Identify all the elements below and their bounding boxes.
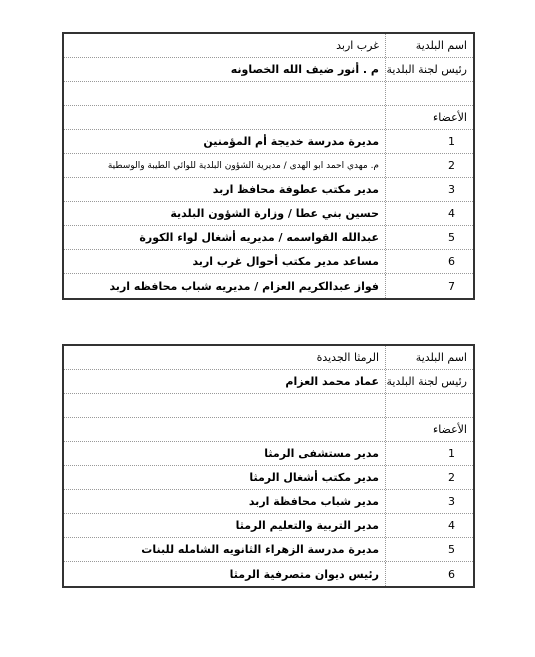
members-header-row (64, 418, 473, 442)
municipality-label: اسم البلدية (385, 346, 473, 369)
member-number: 5 (385, 226, 473, 249)
municipality-name-row (64, 34, 473, 58)
member-name: مدير شباب محافظة اربد (248, 495, 379, 508)
member-name: م. مهدي احمد ابو الهدى / مديرية الشؤون البلدية للوائي الطيبة والوسطية (107, 160, 379, 171)
member-name: مدير مستشفى الرمثا (264, 447, 379, 460)
member-row (64, 250, 473, 274)
member-number: 2 (385, 154, 473, 177)
municipality-label: اسم البلدية (385, 34, 473, 57)
committee-head-row (64, 370, 473, 394)
municipality-table-new-ramtha (62, 344, 475, 588)
member-row (64, 442, 473, 466)
committee-head-value: م . أنور ضيف الله الخصاونه (230, 63, 379, 76)
member-number: 4 (385, 514, 473, 537)
member-name: مديرة مدرسة خديجة أم المؤمنين (203, 135, 379, 148)
member-name: عبدالله القواسمه / مديريه أشغال لواء الكورة (139, 231, 379, 244)
member-number: 7 (385, 274, 473, 298)
member-row (64, 202, 473, 226)
municipality-value: غرب اربد (336, 39, 379, 52)
committee-head-value: عماد محمد العزام (285, 375, 379, 388)
member-row (64, 538, 473, 562)
member-row (64, 562, 473, 586)
member-row (64, 154, 473, 178)
member-row (64, 274, 473, 298)
member-number: 6 (385, 250, 473, 273)
member-number: 1 (385, 442, 473, 465)
member-number: 6 (385, 562, 473, 586)
committee-head-label: رئيس لجنة البلدية (385, 370, 473, 393)
committee-head-label: رئيس لجنة البلدية (385, 58, 473, 81)
municipality-name-row (64, 346, 473, 370)
member-number: 1 (385, 130, 473, 153)
municipality-value: الرمثا الجديدة (316, 351, 379, 364)
member-row (64, 226, 473, 250)
member-row (64, 490, 473, 514)
member-number: 5 (385, 538, 473, 561)
blank-row (64, 82, 473, 106)
member-row (64, 130, 473, 154)
member-row (64, 514, 473, 538)
member-name: حسين بني عطا / وزارة الشؤون البلدية (170, 207, 379, 220)
member-name: مديرة مدرسة الزهراء الثانويه الشامله للبنات (141, 543, 379, 556)
member-name: مساعد مدير مكتب أحوال غرب اربد (192, 255, 379, 268)
member-row (64, 178, 473, 202)
members-header-row (64, 106, 473, 130)
member-number: 4 (385, 202, 473, 225)
member-name: مدير التربية والتعليم الرمثا (235, 519, 379, 532)
members-label: الأعضاء (385, 106, 473, 129)
municipality-table-west-irbid (62, 32, 475, 300)
member-name: رئيس ديوان متصرفية الرمثا (229, 567, 379, 581)
member-row (64, 466, 473, 490)
member-name: مدير مكتب أشغال الرمثا (249, 471, 379, 484)
member-number: 3 (385, 490, 473, 513)
member-number: 3 (385, 178, 473, 201)
member-name: فواز عبدالكريم العزام / مديريه شباب محافظه اربد (109, 279, 379, 293)
member-number: 2 (385, 466, 473, 489)
member-name: مدير مكتب عطوفة محافظ اربد (212, 183, 379, 196)
committee-head-row (64, 58, 473, 82)
members-label: الأعضاء (385, 418, 473, 441)
blank-row (64, 394, 473, 418)
